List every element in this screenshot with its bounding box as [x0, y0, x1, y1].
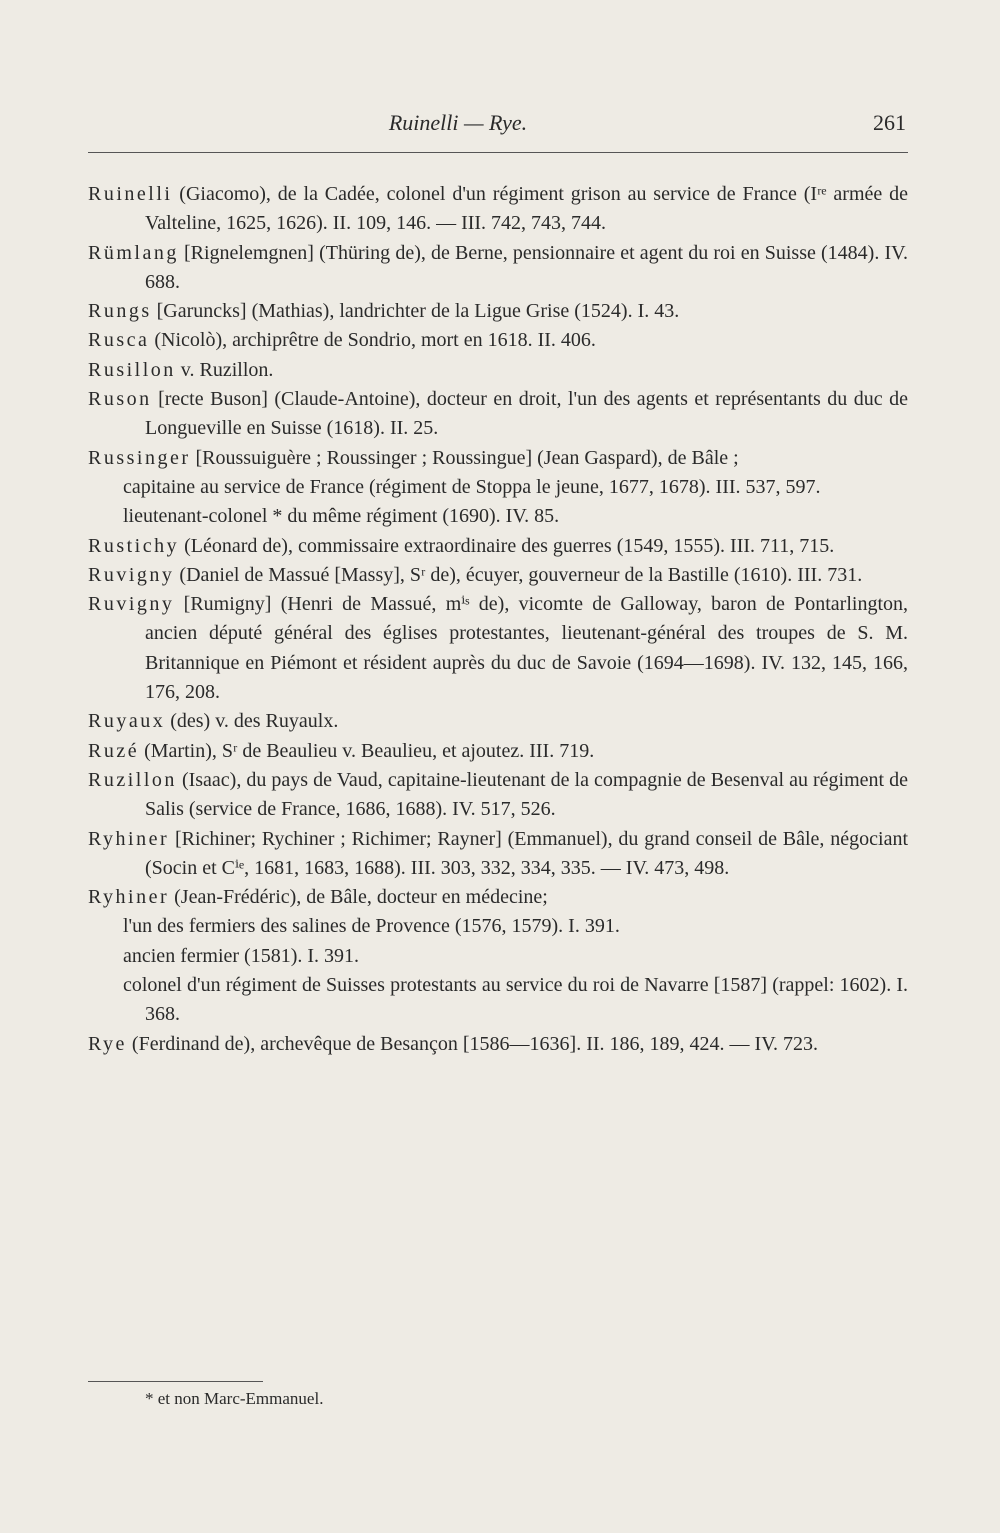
entry-name: Rustichy [88, 534, 180, 557]
entry-name: Ruvigny [88, 563, 175, 586]
entry-text: (Daniel de Massué [Massy], Sʳ de), écuyer, gouverneur de la Bastille (1610). III. 731. [174, 563, 863, 586]
entry-text: (Isaac), du pays de Vaud, capitaine-lieutenant de la compagnie de Besenval au régiment de Salis (service de France, 1686, 1688). IV. 517, 526. [145, 768, 908, 821]
entry-text: [recte Buson] (Claude-Antoine), docteur en droit, l'un des agents et représentants du duc de Longueville en Suisse (1618). II. 25. [145, 388, 908, 440]
sub-entry: lieutenant-colonel * du même régiment (1690). IV. 85. [123, 505, 560, 528]
entry-text: (Ferdinand de), archevêque de Besançon [1586—1636]. II. 186, 189, 424. — IV. 723. [126, 1032, 819, 1055]
entry-name: Rümlang [88, 241, 179, 264]
entry-text: (Nicolò), archiprêtre de Sondrio, mort en 1618. II. 406. [149, 329, 596, 352]
footnote-rule [88, 1381, 263, 1382]
entry-text: [Roussuiguère ; Roussinger ; Roussingue] (Jean Gaspard), de Bâle ; [190, 446, 739, 469]
entry-name: Rusillon [88, 358, 176, 381]
entry-name: Rye [88, 1032, 127, 1055]
entry-name: Ryhiner [88, 886, 170, 909]
page-number: 261 [873, 110, 906, 135]
entry-name: Rusca [88, 329, 150, 352]
entry [88, 825, 908, 884]
entry [88, 561, 908, 590]
sub-entry: capitaine au service de France (régiment de Stoppa le jeune, 1677, 1678). III. 537, 597. [123, 475, 821, 498]
entry-name: Ruzillon [88, 768, 177, 791]
sub-entry: colonel d'un régiment de Suisses protestants au service du roi de Navarre [1587] (rappel: 1602). I. 368. [123, 974, 908, 1026]
sub-entry: l'un des fermiers des salines de Provence (1576, 1579). I. 391. [123, 915, 620, 938]
entry-name: Ruzé [88, 739, 140, 762]
sub-entry: ancien fermier (1581). I. 391. [123, 944, 360, 967]
entry-text: (Léonard de), commissaire extraordinaire des guerres (1549, 1555). III. 711, 715. [179, 534, 835, 557]
entry [88, 737, 908, 766]
footnote: * et non Marc-Emmanuel. [145, 1389, 324, 1408]
entry-text: [Richiner; Rychiner ; Richimer; Rayner] (Emmanuel), du grand conseil de Bâle, négociant (Socin et Cⁱᵉ, 1681, 1683, 1688). III. 303, 332, 334, 335. — IV. 473, 498. [145, 827, 908, 879]
entry-text: (Jean-Frédéric), de Bâle, docteur en médecine; [169, 886, 548, 909]
entry-text: [Garuncks] (Mathias), landrichter de la Ligue Grise (1524). I. 43. [151, 300, 680, 323]
running-header [88, 110, 908, 150]
entry-name: Ruvigny [88, 593, 175, 616]
entry-name: Rungs [88, 300, 152, 323]
entry [88, 180, 908, 239]
header-title: Ruinelli — Rye. [388, 110, 528, 135]
entry [88, 239, 908, 298]
entry [88, 444, 908, 473]
entry-text: v. Ruzillon. [175, 358, 274, 381]
entry-text: (Martin), Sʳ de Beaulieu v. Beaulieu, et ajoutez. III. 719. [139, 739, 595, 762]
entry [88, 532, 908, 561]
entry [88, 385, 908, 444]
header-rule [88, 152, 908, 153]
entry [88, 1030, 908, 1059]
entry [88, 766, 908, 825]
entry [88, 590, 908, 707]
entry [88, 297, 908, 326]
entry-name: Ruinelli [88, 183, 173, 205]
entry [88, 326, 908, 355]
entry-name: Ruson [88, 388, 152, 411]
entry-text: [Rignelemgnen] (Thüring de), de Berne, pensionnaire et agent du roi en Suisse (1484). IV. 688. [145, 241, 908, 293]
entry [88, 707, 908, 736]
entry-name: Russinger [88, 446, 191, 469]
entry [88, 883, 908, 912]
entry-text: (des) v. des Ruyaulx. [165, 710, 339, 733]
index-entries [88, 180, 908, 1059]
entry-name: Ruyaux [88, 710, 166, 733]
entry-text: [Rumigny] (Henri de Massué, mⁱˢ de), vicomte de Galloway, baron de Pontarlington, ancien député général des églises protestantes, lieutenant-général des troupes de S. M. Britannique en Piémont et résident auprès du duc de Savoie (1694—1698). IV. 132, 145, 166, 176, 208. [145, 593, 908, 704]
entry [88, 356, 908, 385]
entry-name: Ryhiner [88, 827, 170, 850]
entry-text: (Giacomo), de la Cadée, colonel d'un régiment grison au service de France (Iʳᵉ armée de Valteline, 1625, 1626). II. 109, 146. — III. 742, 743, 744. [145, 183, 908, 235]
